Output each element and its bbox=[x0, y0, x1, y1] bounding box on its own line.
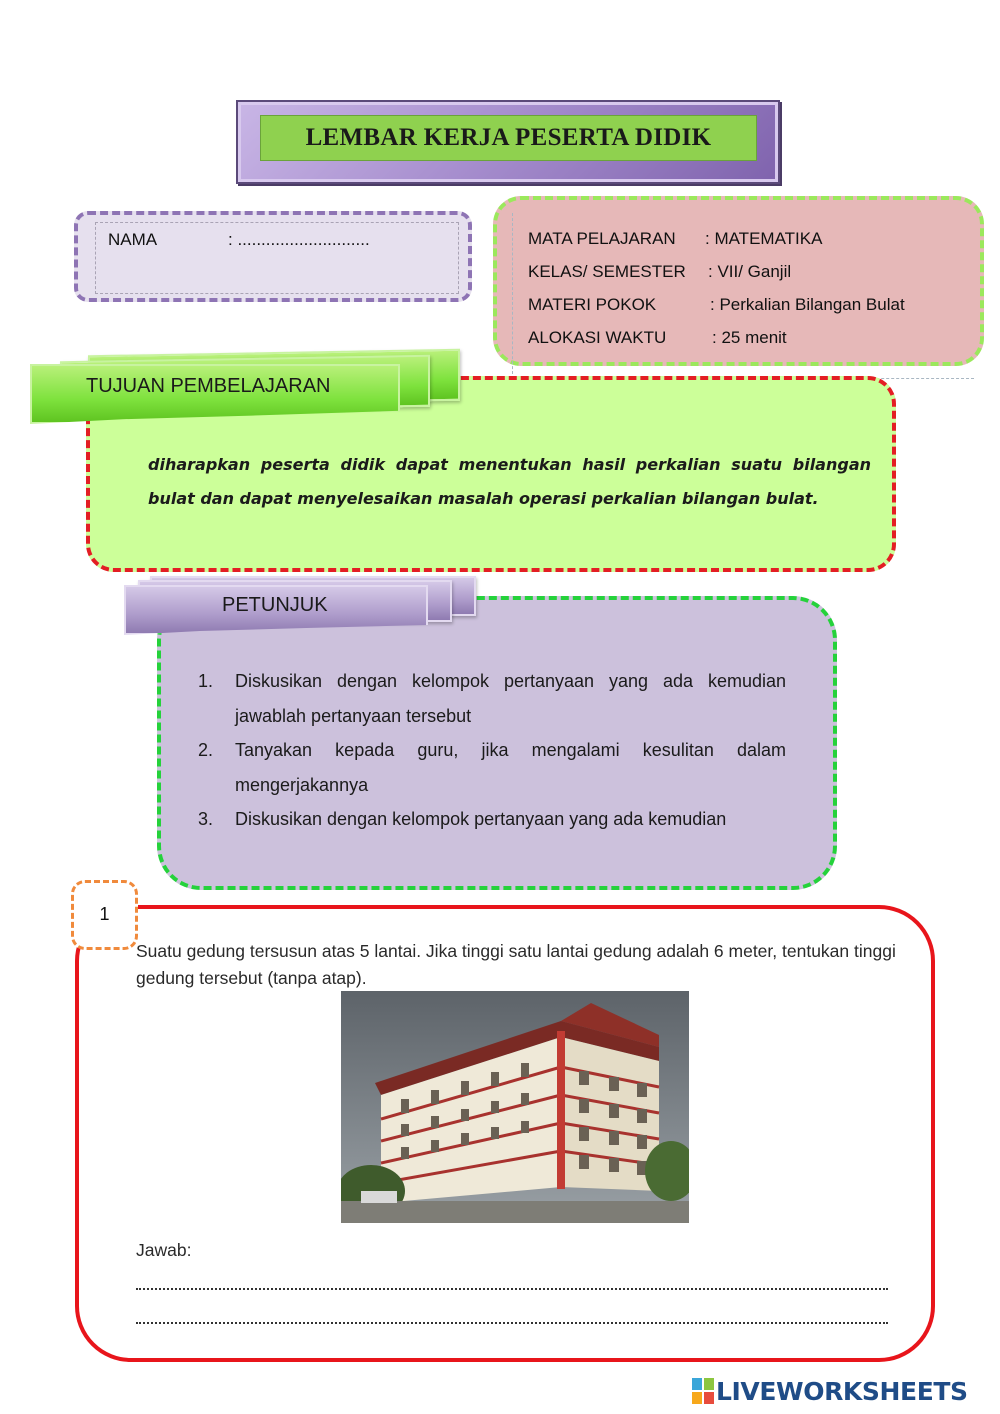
info-value-topic: : Perkalian Bilangan Bulat bbox=[710, 295, 905, 314]
page-title: LEMBAR KERJA PESERTA DIDIK bbox=[305, 124, 712, 151]
instruction-step bbox=[198, 802, 786, 837]
step-text: Diskusikan dengan kelompok pertanyaan yang ada kemudian jawablah pertanyaan tersebut bbox=[235, 671, 786, 726]
info-label-time: ALOKASI WAKTU bbox=[528, 328, 667, 347]
info-value-class: : VII/ Ganjil bbox=[708, 262, 792, 281]
step-text: Diskusikan dengan kelompok pertanyaan yang ada kemudian bbox=[235, 809, 727, 829]
question-number: 1 bbox=[99, 904, 110, 924]
building-photo bbox=[341, 991, 689, 1223]
footer-logo bbox=[692, 1374, 992, 1408]
footer-brand: LIVEWORKSHEETS bbox=[716, 1376, 968, 1406]
liveworksheets-logo-icon bbox=[692, 1378, 714, 1404]
step-number: 3. bbox=[198, 809, 214, 829]
info-label-topic: MATERI POKOK bbox=[528, 295, 657, 314]
instruction-step bbox=[198, 733, 786, 802]
question-text: Suatu gedung tersusun atas 5 lantai. Jika tinggi satu lantai gedung adalah 6 meter, tentukan tinggi gedung tersebut (tanpa atap). bbox=[136, 941, 896, 988]
building-illustration bbox=[341, 991, 689, 1223]
instructions-list bbox=[198, 664, 786, 837]
instruction-step bbox=[198, 664, 786, 733]
title-banner bbox=[260, 115, 757, 161]
info-value-subject: : MATEMATIKA bbox=[705, 229, 823, 248]
info-label-subject: MATA PELAJARAN bbox=[528, 229, 676, 248]
instructions-heading: PETUNJUK bbox=[222, 594, 328, 616]
objectives-heading: TUJUAN PEMBELAJARAN bbox=[86, 375, 331, 397]
info-label-class: KELAS/ SEMESTER bbox=[528, 262, 686, 281]
answer-line-1[interactable] bbox=[136, 1288, 888, 1290]
objectives-text: diharapkan peserta didik dapat menentukan hasil perkalian suatu bilangan bulat dan dapat menyelesaikan masalah operasi perkalian bilangan bulat. bbox=[148, 455, 871, 508]
step-number: 1. bbox=[198, 671, 214, 691]
name-field[interactable]: : ............................ bbox=[228, 230, 370, 249]
name-label: NAMA bbox=[108, 230, 158, 249]
info-value-time: : 25 menit bbox=[712, 328, 787, 347]
step-number: 2. bbox=[198, 740, 214, 760]
answer-line-2[interactable] bbox=[136, 1322, 888, 1324]
step-text: Tanyakan kepada guru, jika mengalami kesulitan dalam mengerjakannya bbox=[235, 740, 786, 795]
answer-label: Jawab: bbox=[136, 1240, 192, 1260]
